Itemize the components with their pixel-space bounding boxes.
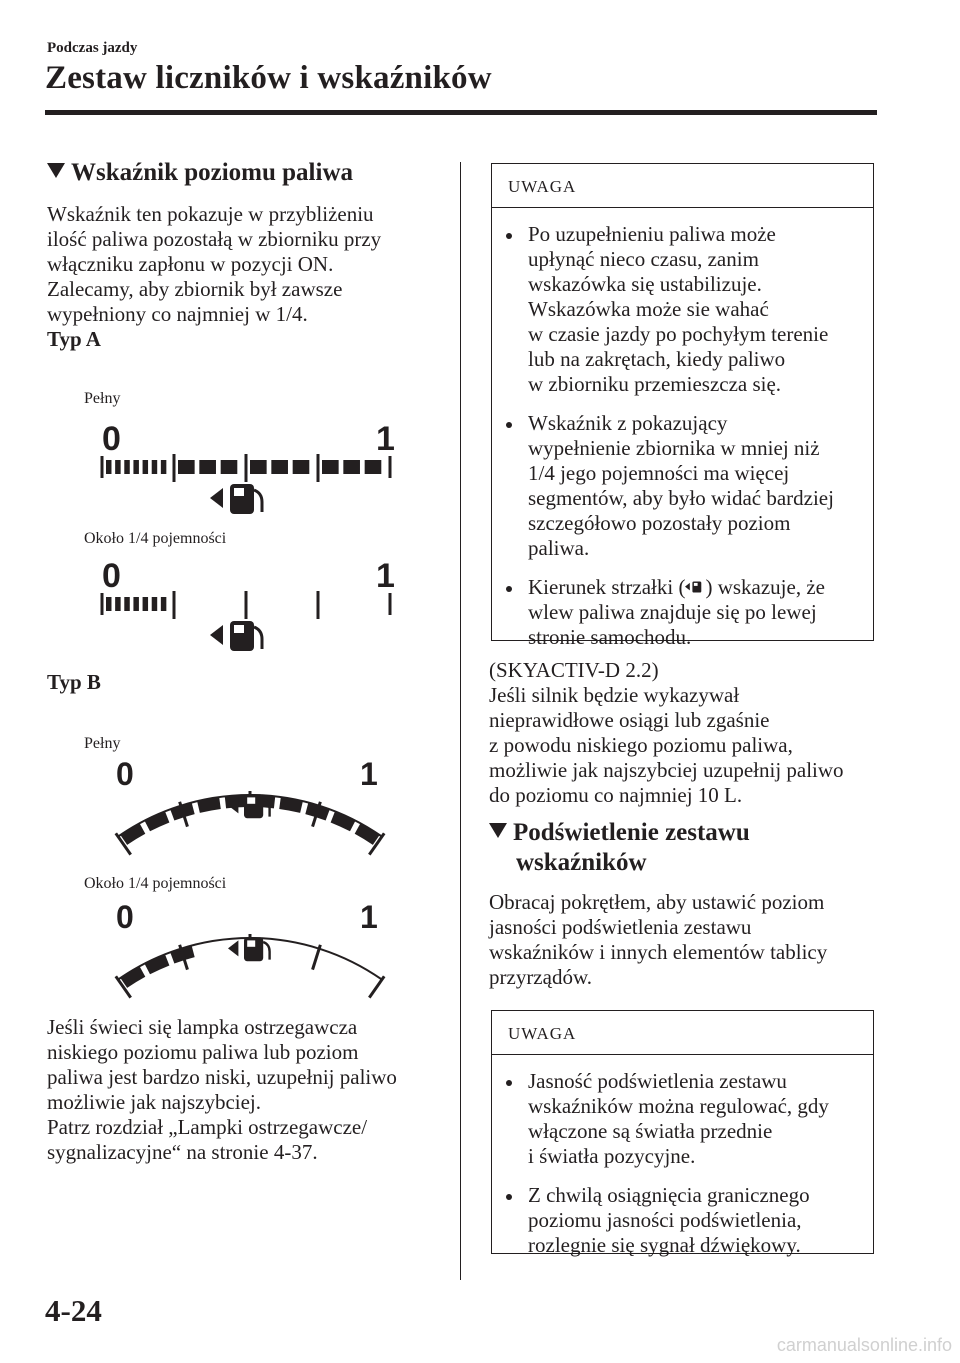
type-b-full-gauge xyxy=(100,755,400,860)
triangle-bullet-icon xyxy=(489,823,507,838)
type-b-quarter-caption: Około 1/4 pojemności xyxy=(84,875,227,892)
note-bullet: Kierunek strzałki ( ) wskazuje, że wlew paliwa znajduje się po lewej stronie samochodu. xyxy=(492,575,873,650)
scale-empty-label: 0 xyxy=(116,899,134,935)
fuel-intro: Wskaźnik ten pokazuje w przybliżeniu ilość paliwa pozostałą w zbiorniku przy włączniku zapłonu w pozycji ON. Zalecamy, aby zbiornik był zawsze wypełniony co najmniej w 1/4. xyxy=(47,202,382,326)
fuel-segment xyxy=(143,597,148,611)
fuel-segment xyxy=(106,460,111,474)
watermark: carmanualsonline.info xyxy=(776,1335,952,1355)
scale-full-label: 1 xyxy=(360,899,378,935)
fuel-segment xyxy=(133,460,138,474)
fuel-segment xyxy=(152,460,157,474)
scale-full-label: 1 xyxy=(360,756,378,792)
type-b-quarter-gauge xyxy=(100,898,400,1003)
segment-bar xyxy=(102,454,390,482)
scale-empty-label: 0 xyxy=(102,557,121,595)
fuel-segment xyxy=(115,460,120,474)
fuel-segment xyxy=(178,460,195,474)
triangle-bullet-icon xyxy=(47,163,65,178)
type-a-full-caption: Pełny xyxy=(84,390,121,407)
note-bullet: Jasność podświetlenia zestawu wskaźników można regulować, gdy włączone są światła przednie i światła pozycyjne. xyxy=(492,1069,873,1169)
type-a-quarter-gauge xyxy=(90,555,410,660)
type-b-full-caption: Pełny xyxy=(84,735,121,752)
note-box-illumination xyxy=(491,1010,874,1257)
segment-bar xyxy=(102,591,390,619)
fuel-segment xyxy=(133,597,138,611)
fuel-segment xyxy=(106,597,111,611)
section-label: Podczas jazdy xyxy=(47,40,138,56)
fuel-gauge-heading: Wskaźnik poziomu paliwa xyxy=(47,158,353,188)
skyactiv-text: (SKYACTIV-D 2.2) Jeśli silnik będzie wykazywał nieprawidłowe osiągi lub zgaśnie z powodu niskiego poziomu paliwa, możliwie jak najszybciej uzupełnij paliwo do poziomu co najmniej 10 L. xyxy=(489,658,844,807)
quarter-tick xyxy=(369,976,384,997)
fuel-segment xyxy=(365,460,382,474)
note-title: UWAGA xyxy=(492,164,873,208)
fuel-pump-icon xyxy=(210,484,262,514)
fuel-segment xyxy=(271,460,288,474)
type-a-quarter-caption: Około 1/4 pojemności xyxy=(84,530,227,547)
type-a-label: Typ A xyxy=(47,327,101,351)
note-bullet: Po uzupełnieniu paliwa może upłynąć nieco czasu, zanim wskazówka się ustabilizuje. Wskazówka może sie wahać w czasie jazdy po pochyłym terenie lub na zakrętach, kiedy paliwo w zbiorniku przemieszcza się. xyxy=(492,222,873,397)
fuel-segment xyxy=(343,460,360,474)
title-rule xyxy=(45,110,877,115)
fuel-segment xyxy=(322,460,339,474)
scale-empty-label: 0 xyxy=(102,420,121,458)
fuel-segment xyxy=(143,460,148,474)
note-bullet: Wskaźnik z pokazujący wypełnienie zbiornika w mniej niż 1/4 jego pojemności ma więcej segmentów, aby było widać bardziej szczegółowo pozostały poziom paliwa. xyxy=(492,411,873,561)
page-number: 4-24 xyxy=(45,1293,102,1328)
fuel-segment xyxy=(250,460,267,474)
type-b-label: Typ B xyxy=(47,670,101,694)
fuel-pump-icon xyxy=(228,937,270,961)
column-divider xyxy=(460,162,461,1280)
fuel-segment xyxy=(221,460,238,474)
fuel-segment xyxy=(124,597,129,611)
scale-full-label: 1 xyxy=(376,557,395,595)
fuel-segment xyxy=(161,597,166,611)
fuel-pump-icon xyxy=(685,578,705,596)
scale-empty-label: 0 xyxy=(116,756,134,792)
fuel-warning-text: Jeśli świeci się lampka ostrzegawcza niskiego poziomu paliwa lub poziom paliwa jest bardzo niski, uzupełnij paliwo możliwie jak najszybciej. Patrz rozdział „Lampki ostrzegawcze/ sygnalizacyjne“ na stronie 4-37. xyxy=(47,1015,397,1164)
note-title: UWAGA xyxy=(492,1011,873,1055)
fuel-segment xyxy=(161,460,166,474)
illumination-heading: Podświetlenie zestawu wskaźników xyxy=(489,818,750,878)
fuel-segment xyxy=(199,460,216,474)
fuel-segment xyxy=(124,460,129,474)
fuel-segment xyxy=(293,460,310,474)
type-a-full-gauge xyxy=(90,418,410,523)
illumination-text: Obracaj pokrętłem, aby ustawić poziom jasności podświetlenia zestawu wskaźników i innych elementów tablicy przyrządów. xyxy=(489,890,828,989)
fuel-segment xyxy=(152,597,157,611)
fuel-pump-icon xyxy=(210,621,262,651)
fuel-segment xyxy=(115,597,120,611)
chapter-title: Zestaw liczników i wskaźników xyxy=(45,60,492,96)
scale-full-label: 1 xyxy=(376,420,395,458)
note-bullet: Z chwilą osiągnięcia granicznego poziomu jasności podświetlenia, rozlegnie się sygnał dźwiękowy. xyxy=(492,1183,873,1258)
note-box-fuel xyxy=(491,163,874,649)
